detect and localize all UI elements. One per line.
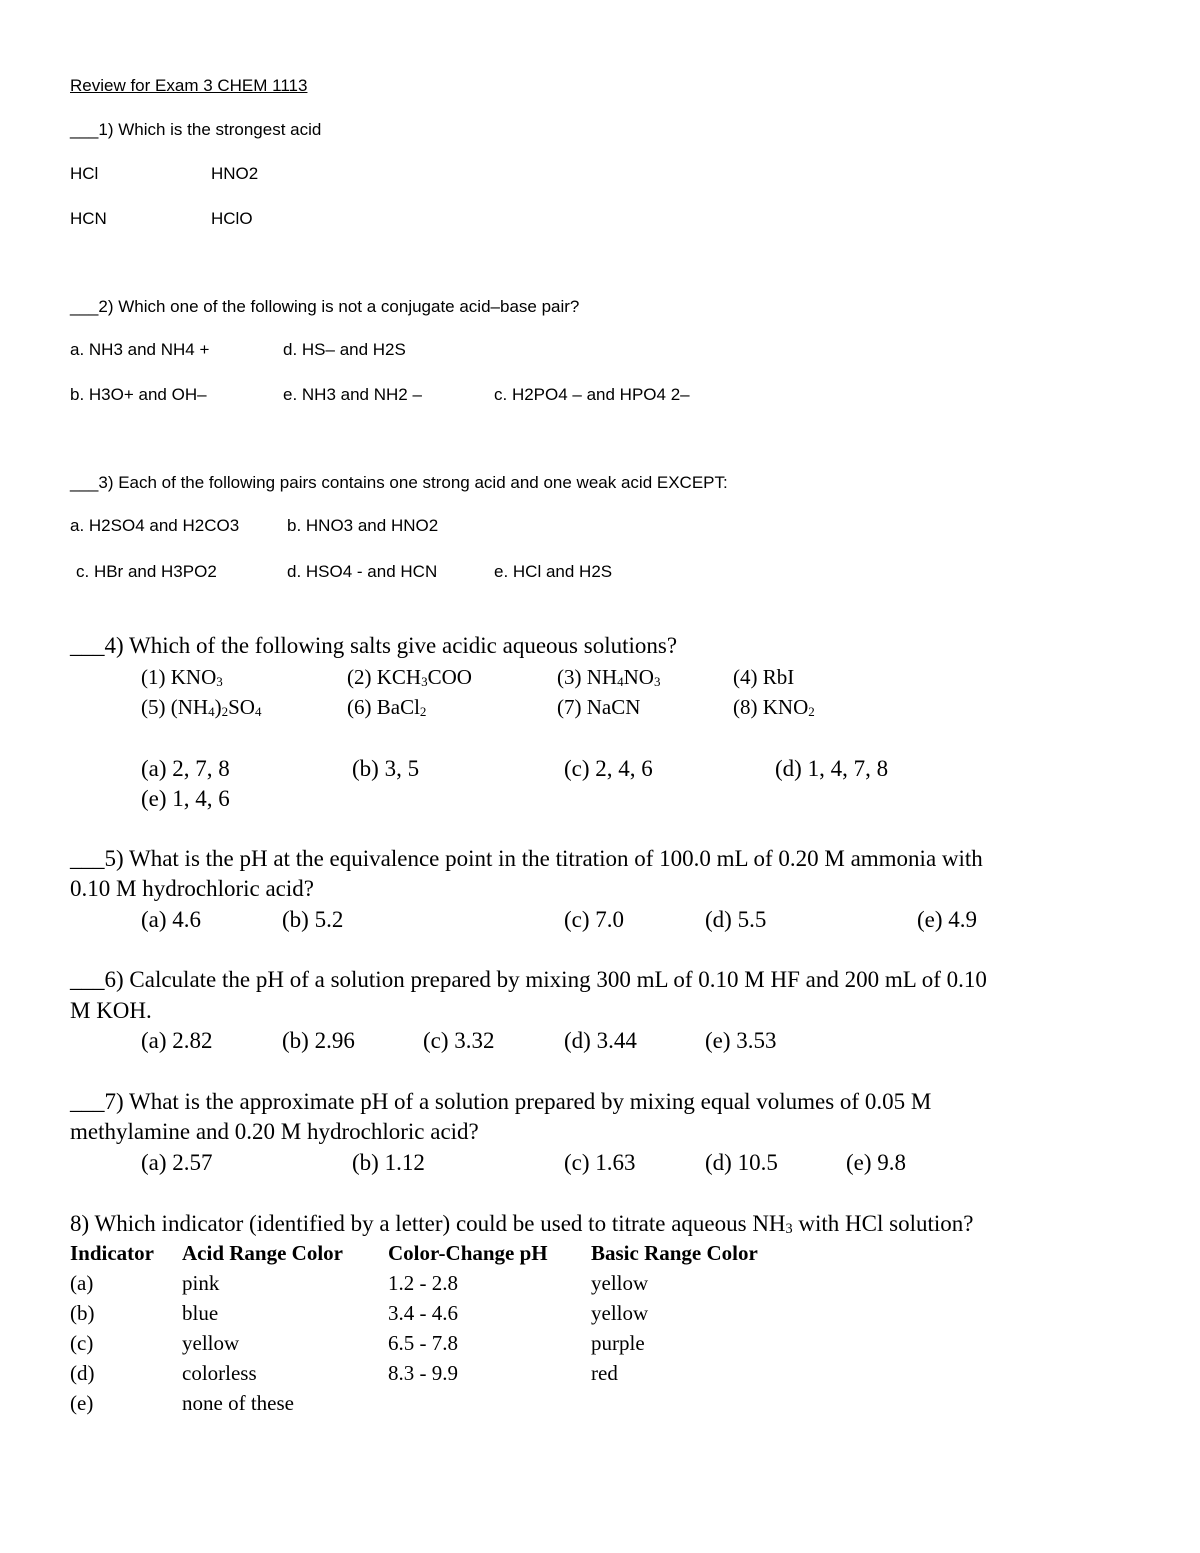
q7-answer: (b) 1.12: [352, 1150, 425, 1175]
table-cell: purple: [591, 1331, 645, 1355]
q6-answer: (a) 2.82: [141, 1028, 213, 1053]
q6-answer: (b) 2.96: [282, 1028, 355, 1053]
table-cell: blue: [182, 1301, 219, 1325]
table-header-indicator: Indicator: [70, 1241, 154, 1265]
q3-option-b: b. HNO3 and HNO2: [287, 516, 439, 535]
question-3-stem: ___3) Each of the following pairs contains one strong acid and one weak acid EXCEPT:: [70, 473, 728, 492]
q4-salt-3: (3) $NH_4NO_3$: [557, 665, 661, 689]
table-header-acid-color: Acid Range Color: [182, 1241, 343, 1265]
question-2-stem: ___2) Which one of the following is not a conjugate acid–base pair?: [70, 297, 580, 316]
table-cell: 1.2 - 2.8: [388, 1271, 458, 1295]
table-cell: (c): [70, 1331, 94, 1355]
table-cell: colorless: [182, 1361, 257, 1385]
question-6-stem-line-1: ___6) Calculate the pH of a solution prepared by mixing 300 mL of 0.10 M HF and 200 mL of 0.10: [70, 967, 987, 992]
q7-answer: (a) 2.57: [141, 1150, 213, 1175]
table-cell: 6.5 - 7.8: [388, 1331, 458, 1355]
q7-answer: (c) 1.63: [564, 1150, 636, 1175]
q4-answer: (d) 1, 4, 7, 8: [775, 756, 889, 781]
q1-option: HCl: [70, 164, 99, 183]
question-1-stem: ___1) Which is the strongest acid: [70, 120, 322, 139]
q3-option-a: a. H2SO4 and H2CO3: [70, 516, 240, 535]
table-cell: 3.4 - 4.6: [388, 1301, 458, 1325]
q7-answer: (d) 10.5: [705, 1150, 778, 1175]
table-cell: yellow: [182, 1331, 240, 1355]
q6-answer: (e) 3.53: [705, 1028, 777, 1053]
q4-salt-8: (8) $KNO_2$: [733, 695, 815, 719]
q3-option-e: e. HCl and H2S: [494, 562, 613, 581]
q4-answer: (c) 2, 4, 6: [564, 756, 653, 781]
table-cell: none of these: [182, 1391, 294, 1415]
q5-answer: (c) 7.0: [564, 907, 625, 932]
question-5-stem-line-2: 0.10 M hydrochloric acid?: [70, 876, 314, 901]
q2-option-d: d. HS– and H2S: [283, 340, 406, 359]
q2-option-c: c. H2PO4 – and HPO4 2–: [494, 385, 690, 404]
q4-salt-4: (4) RbI: [733, 665, 795, 689]
table-cell: (e): [70, 1391, 94, 1415]
question-6-stem-line-2: M KOH.: [70, 998, 152, 1023]
q5-answer: (d) 5.5: [705, 907, 767, 932]
page-title: Review for Exam 3 CHEM 1113: [70, 76, 308, 95]
table-cell: yellow: [591, 1271, 649, 1295]
q4-salt-6: (6) BaCl$_2$: [347, 695, 427, 719]
table-cell: yellow: [591, 1301, 649, 1325]
question-8-stem: 8) Which indicator (identified by a letter) could be used to titrate aqueous $NH_3$ with HCl solution?: [70, 1211, 974, 1238]
q6-answer: (c) 3.32: [423, 1028, 495, 1053]
q6-answer: (d) 3.44: [564, 1028, 637, 1053]
table-header-basic-color: Basic Range Color: [591, 1241, 758, 1265]
q4-answer: (b) 3, 5: [352, 756, 420, 781]
table-cell: (d): [70, 1361, 95, 1385]
q4-salt-1: (1) $KNO_3$: [141, 665, 223, 689]
q5-answer: (a) 4.6: [141, 907, 202, 932]
question-4-stem: ___4) Which of the following salts give acidic aqueous solutions?: [70, 633, 678, 658]
question-7-stem-line-2: methylamine and 0.20 M hydrochloric acid?: [70, 1119, 479, 1144]
q2-option-a: a. NH3 and NH4 +: [70, 340, 210, 359]
table-header-ph-range: Color-Change pH: [388, 1241, 548, 1265]
question-5-stem-line-1: ___5) What is the pH at the equivalence point in the titration of 100.0 mL of 0.20 M ammonia with: [70, 846, 983, 871]
table-cell: pink: [182, 1271, 220, 1295]
q5-answer: (e) 4.9: [917, 907, 978, 932]
q4-salt-7: (7) NaCN: [557, 695, 641, 719]
q4-answer: (e) 1, 4, 6: [141, 786, 230, 811]
q4-salt-5: (5) $(NH_4)_2SO_4$: [141, 695, 262, 719]
q3-option-d: d. HSO4 - and HCN: [287, 562, 438, 581]
q5-answer: (b) 5.2: [282, 907, 344, 932]
table-cell: red: [591, 1361, 618, 1385]
q3-option-c: c. HBr and H3PO2: [76, 562, 217, 581]
table-cell: (a): [70, 1271, 94, 1295]
q2-option-e: e. NH3 and NH2 –: [283, 385, 422, 404]
table-cell: (b): [70, 1301, 95, 1325]
q1-option: HClO: [211, 209, 253, 228]
q7-answer: (e) 9.8: [846, 1150, 907, 1175]
question-7-stem-line-1: ___7) What is the approximate pH of a solution prepared by mixing equal volumes of 0.05 M: [70, 1089, 932, 1114]
q2-option-b: b. H3O+ and OH–: [70, 385, 207, 404]
q1-option: HNO2: [211, 164, 259, 183]
q1-option: HCN: [70, 209, 107, 228]
q4-answer: (a) 2, 7, 8: [141, 756, 230, 781]
table-cell: 8.3 - 9.9: [388, 1361, 458, 1385]
q4-salt-2: (2) $KCH_3COO$: [347, 665, 472, 689]
